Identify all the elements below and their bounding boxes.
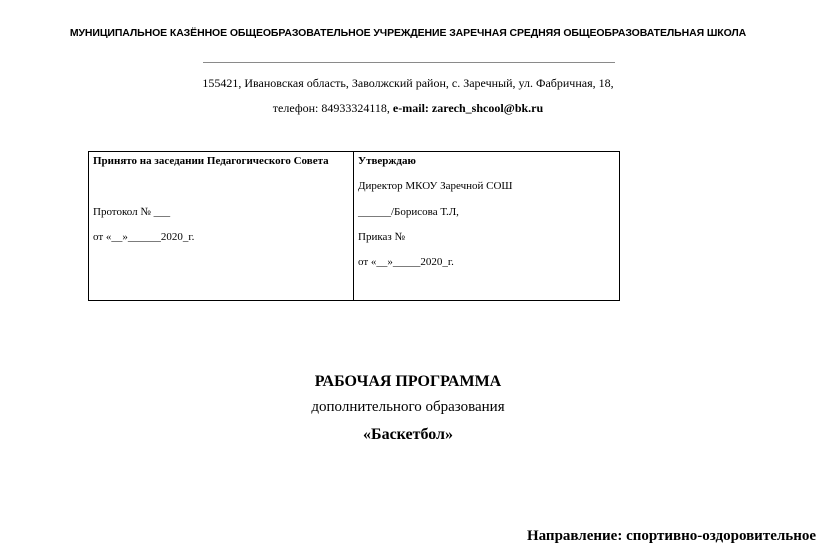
order-date: от «__»_____2020_г. <box>358 256 454 268</box>
order-number: Приказ № <box>358 231 405 243</box>
school-address: 155421, Ивановская область, Заволжский район, с. Заречный, ул. Фабричная, 18, <box>202 76 614 90</box>
director-position: Директор МКОУ Заречной СОШ <box>358 180 513 192</box>
protocol-date: от «__»______2020_г. <box>93 231 195 243</box>
email-text: e-mail: zarech_shcool@bk.ru <box>392 101 544 115</box>
approve-heading: Утверждаю <box>358 155 416 167</box>
approval-table <box>88 151 620 301</box>
institution-name: МУНИЦИПАЛЬНОЕ КАЗЁННОЕ ОБЩЕОБРАЗОВАТЕЛЬНОЕ УЧРЕЖДЕНИЕ ЗАРЕЧНАЯ СРЕДНЯЯ ОБЩЕОБРАЗОВАТЕЛЬНАЯ ШКОЛА <box>69 27 747 39</box>
program-name: «Баскетбол» <box>362 426 453 443</box>
protocol-number: Протокол № ___ <box>93 206 171 218</box>
director-signature: ______/Борисова Т.Л, <box>358 206 459 218</box>
table-column-divider <box>353 152 354 300</box>
accepted-heading: Принято на заседании Педагогического Совета <box>93 155 329 167</box>
program-title: РАБОЧАЯ ПРОГРАММА <box>314 373 502 390</box>
program-subtitle: дополнительного образования <box>311 399 505 415</box>
header-divider <box>203 62 615 63</box>
phone-text: телефон: 84933324118, <box>272 101 393 115</box>
program-direction: Направление: спортивно-оздоровительное <box>526 528 816 544</box>
school-contacts <box>0 101 816 116</box>
